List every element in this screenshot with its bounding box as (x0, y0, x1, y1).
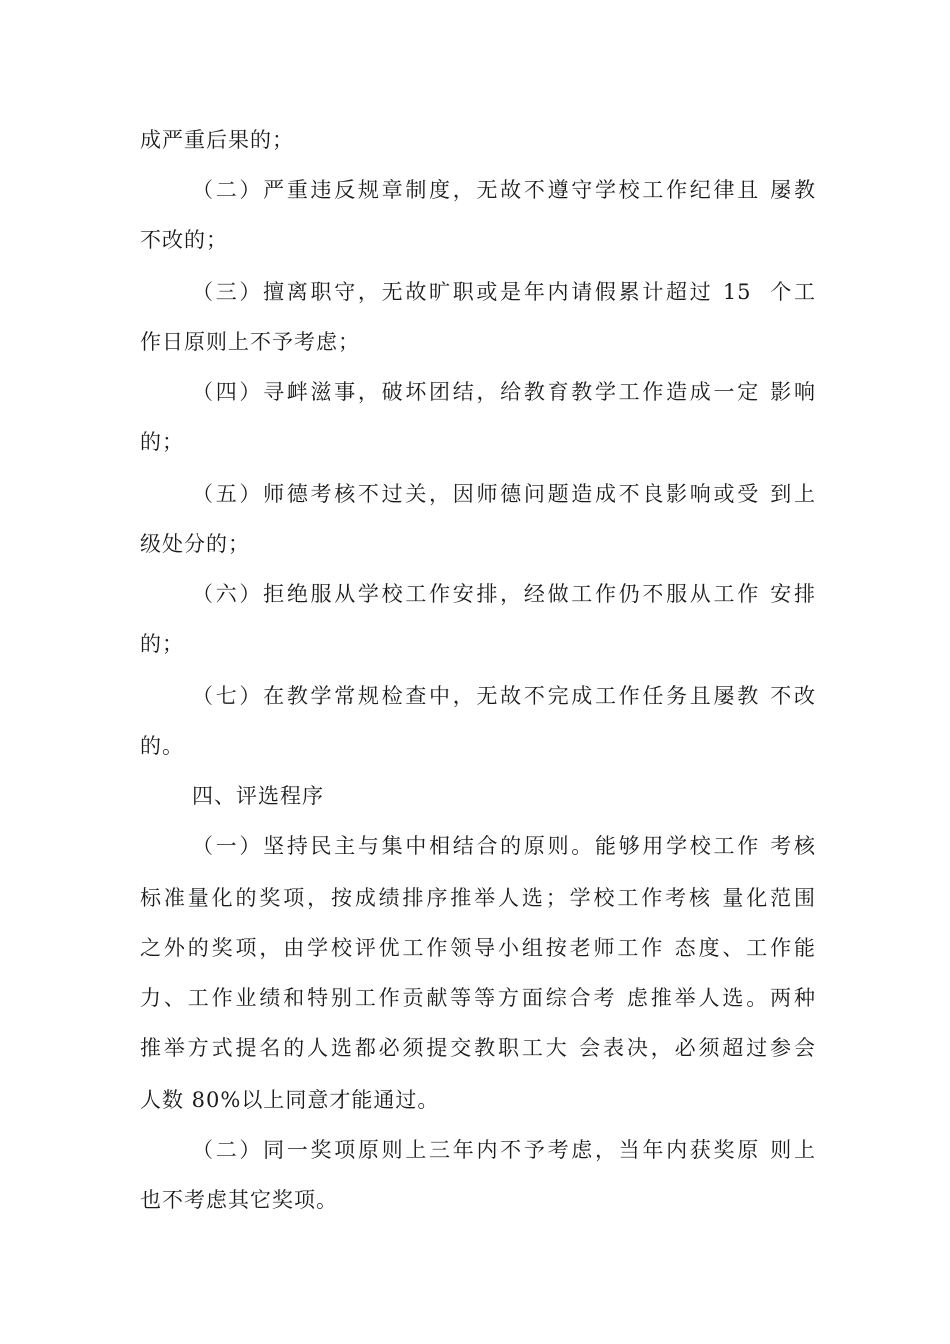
text-line: （三）擅离职守，无故旷职或是年内请假累计超过 15 个工 (192, 280, 816, 304)
text-line: （七）在教学常规检查中，无故不完成工作任务且屡教 不改 (192, 684, 816, 708)
text-line: （五）师德考核不过关，因师德问题造成不良影响或受 到上 (192, 482, 816, 506)
text-line: 不改的； (140, 228, 228, 252)
text-line: 的。 (140, 734, 184, 758)
text-line: 作日原则上不予考虑； (140, 330, 360, 354)
text-line: （六）拒绝服从学校工作安排，经做工作仍不服从工作 安排 (192, 582, 816, 606)
text-line: 成严重后果的； (140, 128, 294, 152)
text-line: 之外的奖项，由学校评优工作领导小组按老师工作 态度、工作能 (140, 936, 816, 960)
text-line: 标准量化的奖项，按成绩排序推举人选；学校工作考核 量化范围 (140, 886, 816, 910)
text-line: 推举方式提名的人选都必须提交教职工大 会表决，必须超过参会 (140, 1036, 816, 1060)
text-line: （四）寻衅滋事，破坏团结，给教育教学工作造成一定 影响 (192, 380, 816, 404)
text-line: 的； (140, 632, 184, 656)
text-line: 的； (140, 430, 184, 454)
text-line: （二）同一奖项原则上三年内不予考虑，当年内获奖原 则上 (192, 1138, 816, 1162)
text-line: 级处分的； (140, 532, 250, 556)
section-heading: 四、评选程序 (192, 784, 324, 808)
text-line: 力、工作业绩和特别工作贡献等等方面综合考 虑推举人选。两种 (140, 986, 816, 1010)
text-line: 也不考虑其它奖项。 (140, 1188, 338, 1212)
text-line: （一）坚持民主与集中相结合的原则。能够用学校工作 考核 (192, 834, 816, 858)
text-line: 人数 80%以上同意才能通过。 (140, 1088, 440, 1112)
text-line: （二）严重违反规章制度，无故不遵守学校工作纪律且 屡教 (192, 178, 816, 202)
